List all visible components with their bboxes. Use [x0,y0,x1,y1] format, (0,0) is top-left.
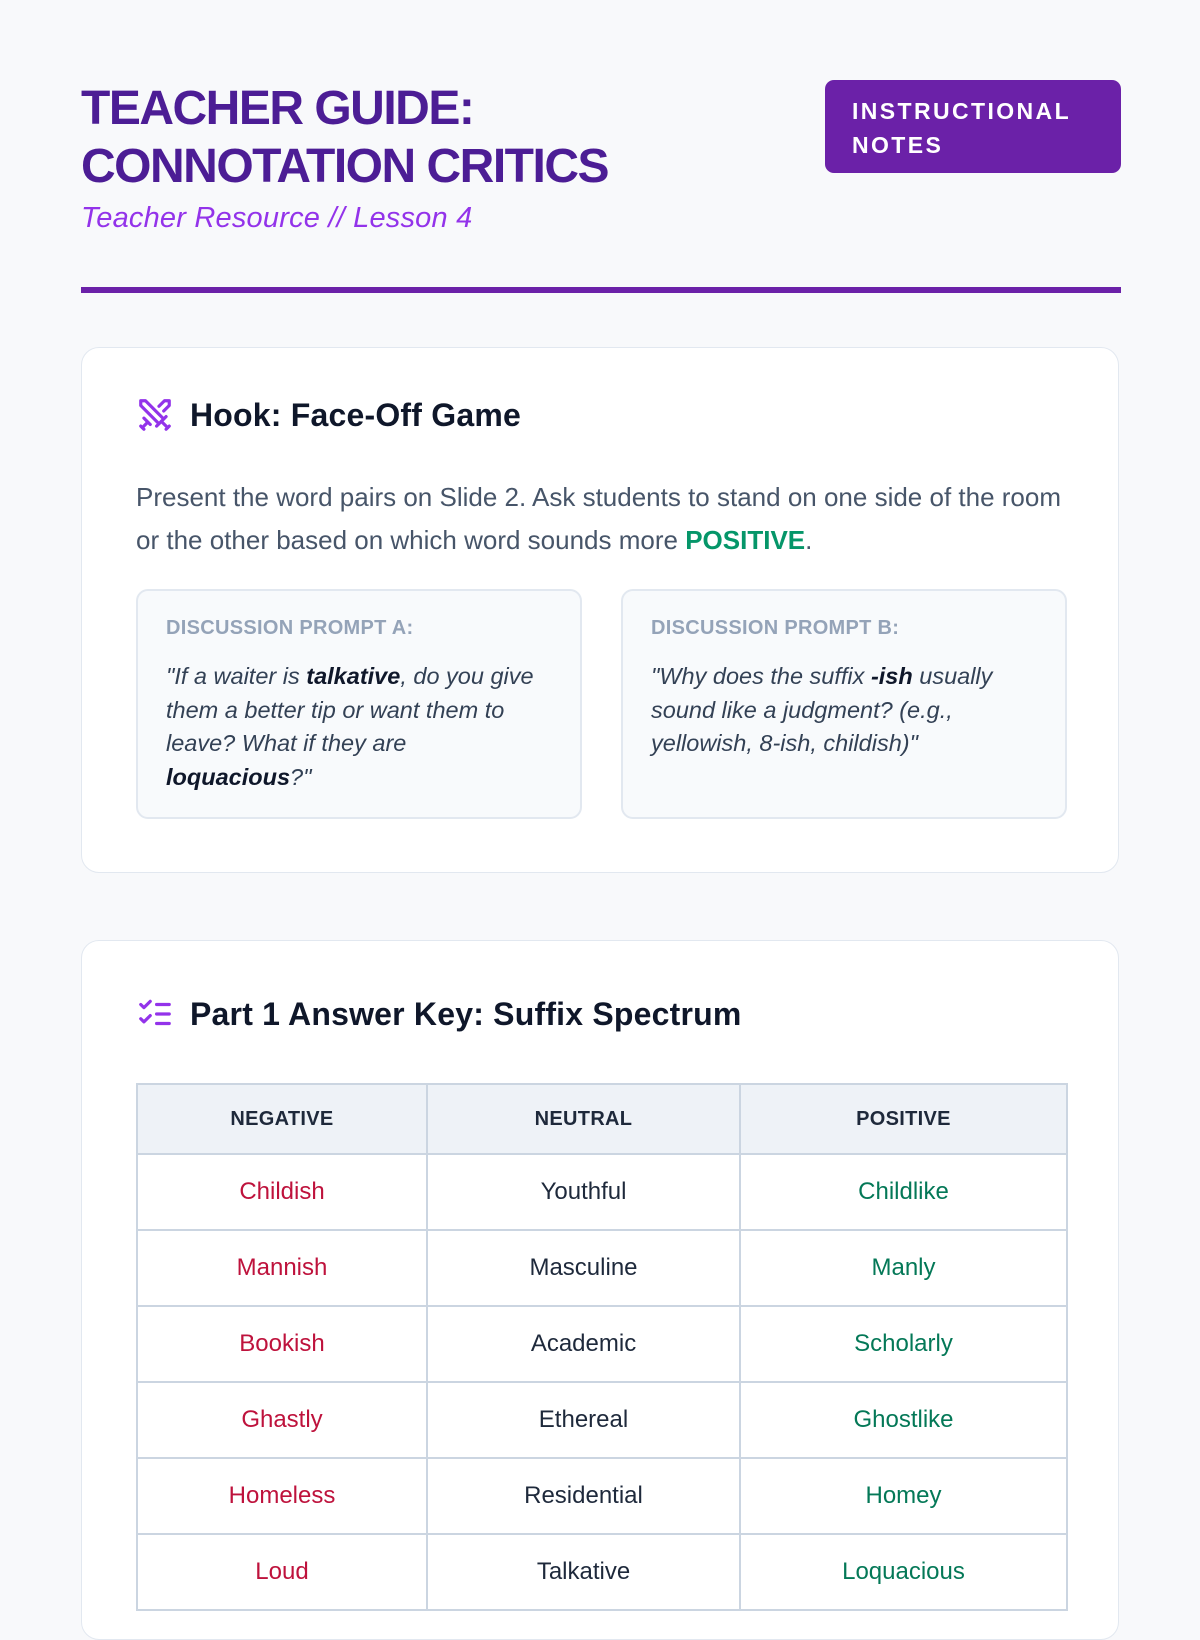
hook-title: Hook: Face-Off Game [190,396,521,433]
hook-instructions-end: . [805,525,813,555]
negative-word-cell: Loud [137,1534,427,1610]
neutral-word-cell: Residential [427,1458,740,1534]
prompt-b-bold-word: -ish [870,663,913,689]
title-line-1: TEACHER GUIDE: [81,82,474,135]
positive-word-cell: Homey [740,1458,1067,1534]
checklist-icon [136,995,174,1033]
prompt-a-bold-word: talkative [306,663,401,689]
table-row [137,1306,1067,1382]
table-row [137,1382,1067,1458]
neutral-word-cell: Youthful [427,1154,740,1230]
prompt-a-bold-word: loquacious [166,763,291,790]
table-row [137,1458,1067,1534]
answer-key-heading [136,995,742,1033]
negative-word-cell: Bookish [137,1306,427,1382]
prompt-b-label: DISCUSSION PROMPT B: [651,617,900,639]
prompt-a-part: , do you give them a better tip or want them to leave? What if they are [166,663,534,756]
discussion-prompt-a [136,589,582,819]
prompt-a-part: "If a waiter is [166,663,307,689]
table-row [137,1534,1067,1610]
prompt-a-part: ?" [290,763,312,790]
table-header-row [137,1084,1067,1154]
negative-word-cell: Ghastly [137,1382,427,1458]
page-subtitle: Teacher Resource // Lesson 4 [81,202,473,234]
positive-word-cell: Childlike [740,1154,1067,1230]
prompt-b-text [651,660,1037,761]
swords-icon [136,396,174,434]
answer-key-card [81,940,1119,1640]
column-header-positive: POSITIVE [740,1084,1067,1154]
neutral-word-cell: Masculine [427,1230,740,1306]
hook-card [81,347,1119,873]
suffix-spectrum-table [136,1083,1068,1611]
positive-word-cell: Loquacious [740,1534,1067,1610]
prompt-b-part: usually sound like a judgment? (e.g., yellowish, 8-ish, childish)" [651,663,993,756]
hook-instructions-text: Present the word pairs on Slide 2. Ask students to stand on one side of the room or the other based on which word sounds more [136,482,1061,555]
title-line-2: CONNOTATION CRITICS [81,140,609,193]
prompt-a-label: DISCUSSION PROMPT A: [166,617,414,639]
hook-instructions [136,476,1066,562]
column-header-negative: NEGATIVE [137,1084,427,1154]
instructional-notes-badge [825,80,1121,173]
negative-word-cell: Childish [137,1154,427,1230]
positive-word-cell: Scholarly [740,1306,1067,1382]
positive-highlight: POSITIVE [685,525,806,555]
column-header-neutral: NEUTRAL [427,1084,740,1154]
table-row [137,1154,1067,1230]
discussion-prompt-b [621,589,1067,819]
negative-word-cell: Mannish [137,1230,427,1306]
page-header [81,80,1121,295]
answer-key-title: Part 1 Answer Key: Suffix Spectrum [190,995,742,1032]
badge-line-1: INSTRUCTIONAL [852,98,1072,124]
negative-word-cell: Homeless [137,1458,427,1534]
neutral-word-cell: Academic [427,1306,740,1382]
neutral-word-cell: Ethereal [427,1382,740,1458]
prompt-b-part: "Why does the suffix [651,663,871,689]
positive-word-cell: Manly [740,1230,1067,1306]
positive-word-cell: Ghostlike [740,1382,1067,1458]
header-divider [81,287,1121,293]
badge-line-2: NOTES [852,132,944,158]
prompt-a-text [166,660,552,794]
hook-heading [136,396,521,434]
neutral-word-cell: Talkative [427,1534,740,1610]
table-row [137,1230,1067,1306]
